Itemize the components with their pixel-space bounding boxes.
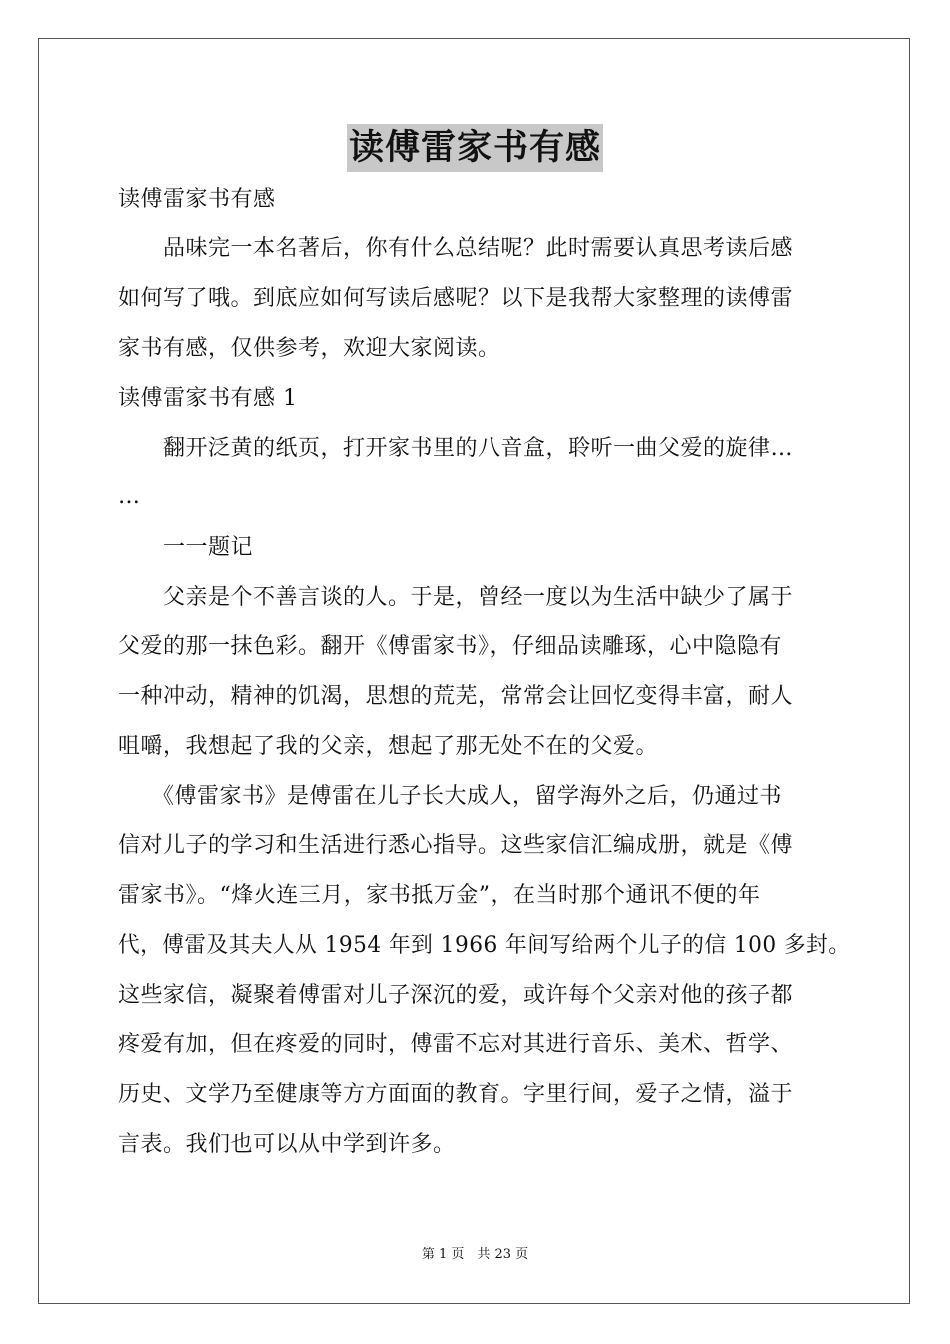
body-line: 雷家书》。“烽火连三月，家书抵万金”，在当时那个通讯不便的年 (118, 883, 761, 908)
page-border (38, 38, 910, 1304)
body-line: … (118, 484, 141, 509)
body-line: 言表。我们也可以从中学到许多。 (118, 1132, 456, 1157)
body-line: 这些家信，凝聚着傅雷对儿子深沉的爱，或许每个父亲对他的孩子都 (118, 983, 794, 1008)
body-line: 翻开泛黄的纸页，打开家书里的八音盒，聆听一曲父爱的旋律… (118, 436, 794, 461)
body-line: 信对儿子的学习和生活进行悉心指导。这些家信汇编成册，就是《傅 (118, 833, 794, 858)
body-line: 咀嚼，我想起了我的父亲，想起了那无处不在的父爱。 (118, 734, 659, 759)
page-footer: 第 1 页 共 23 页 (421, 1247, 529, 1262)
body-line: 《傅雷家书》是傅雷在儿子长大成人，留学海外之后，仍通过书 (118, 784, 783, 809)
body-line: 一一题记 (118, 535, 254, 560)
body-line: 家书有感，仅供参考，欢迎大家阅读。 (118, 336, 501, 361)
body-line: 父亲是个不善言谈的人。于是，曾经一度以为生活中缺少了属于 (118, 585, 794, 610)
body-line: 读傅雷家书有感 (118, 187, 276, 212)
body-line: 历史、文学乃至健康等方方面面的教育。字里行间，爱子之情，溢于 (118, 1082, 794, 1107)
section-heading: 读傅雷家书有感 1 (118, 386, 298, 411)
body-line: 父爱的那一抹色彩。翻开《傅雷家书》，仔细品读雕琢，心中隐隐有 (118, 634, 783, 659)
document-title: 读傅雷家书有感 (347, 124, 603, 172)
body-line: 一种冲动，精神的饥渴，思想的荒芜，常常会让回忆变得丰富，耐人 (118, 684, 794, 709)
body-line: 如何写了哦。到底应如何写读后感呢？以下是我帮大家整理的读傅雷 (118, 286, 794, 311)
body-line: 疼爱有加，但在疼爱的同时，傅雷不忘对其进行音乐、美术、哲学、 (118, 1032, 794, 1057)
body-line: 代，傅雷及其夫人从 1954 年到 1966 年间写给两个儿子的信 100 多封。 (118, 933, 851, 958)
title-area (0, 124, 950, 172)
body-line: 品味完一本名著后，你有什么总结呢？此时需要认真思考读后感 (118, 236, 794, 261)
